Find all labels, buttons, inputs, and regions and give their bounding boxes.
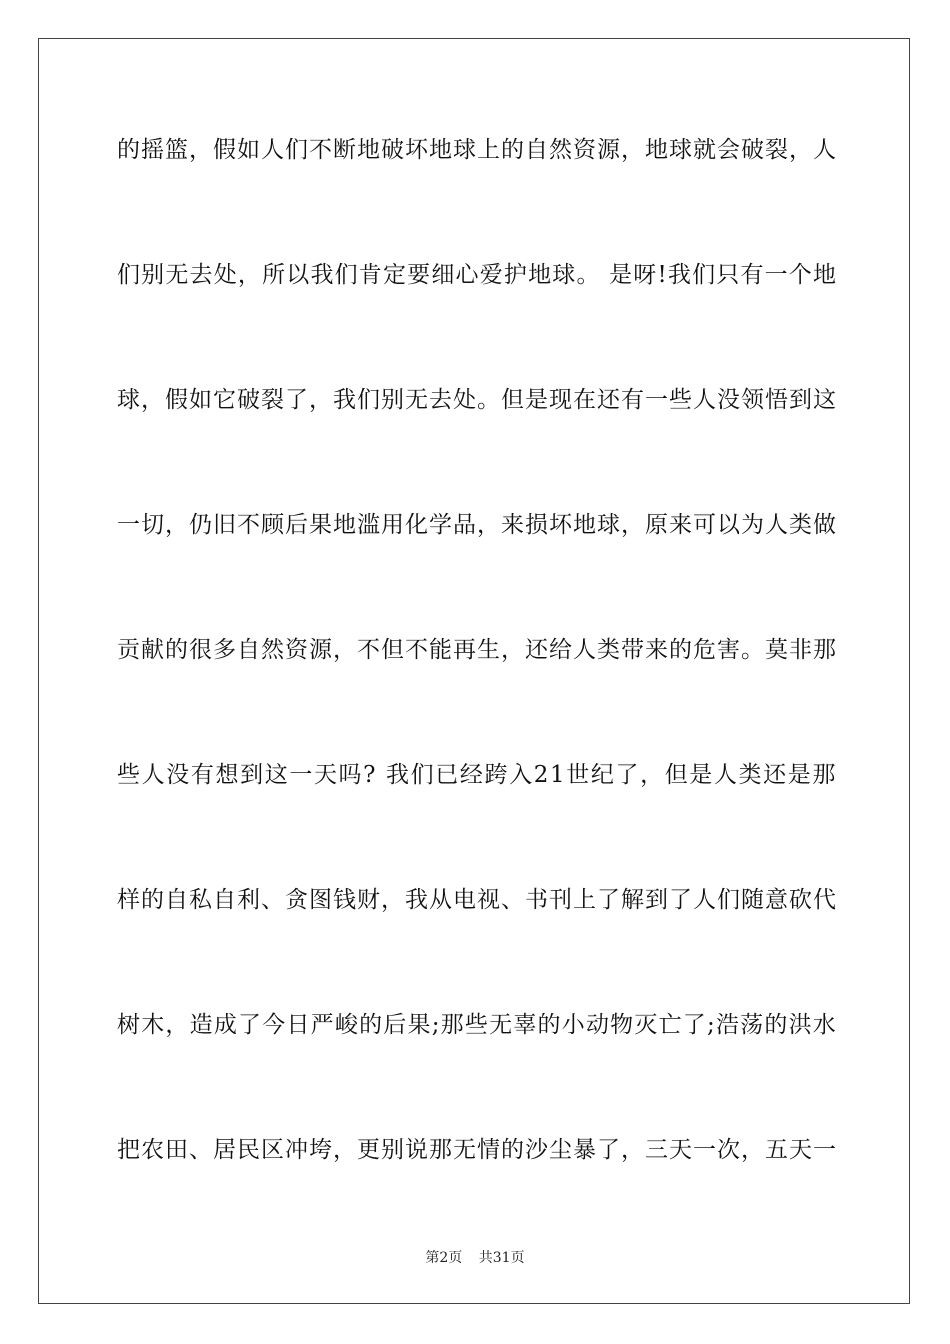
text-line: 把农田、居民区冲垮，更别说那无情的沙尘暴了，三天一次，五天一 [117, 1137, 837, 1163]
text-line: 一切，仍旧不顾后果地滥用化学品，来损坏地球，原来可以为人类做 [117, 512, 837, 538]
document-body [117, 118, 837, 1243]
page-number: 第2页 [425, 1250, 463, 1266]
text-line: 些人没有想到这一天吗? 我们已经跨入21世纪了，但是人类还是那 [117, 762, 837, 788]
text-line: 样的自私自利、贪图钱财，我从电视、书刊上了解到了人们随意砍代 [117, 887, 837, 913]
text-line: 树木，造成了今日严峻的后果;那些无辜的小动物灭亡了;浩荡的洪水 [117, 1012, 837, 1038]
text-line: 贡献的很多自然资源，不但不能再生，还给人类带来的危害。莫非那 [117, 637, 837, 663]
text-line: 球，假如它破裂了，我们别无去处。但是现在还有一些人没领悟到这 [117, 387, 837, 413]
page-total: 共31页 [478, 1250, 525, 1266]
text-line: 的摇篮，假如人们不断地破坏地球上的自然资源，地球就会破裂，人 [117, 137, 837, 163]
page-footer [0, 1247, 950, 1267]
text-line: 们别无去处，所以我们肯定要细心爱护地球。 是呀!我们只有一个地 [117, 262, 837, 288]
